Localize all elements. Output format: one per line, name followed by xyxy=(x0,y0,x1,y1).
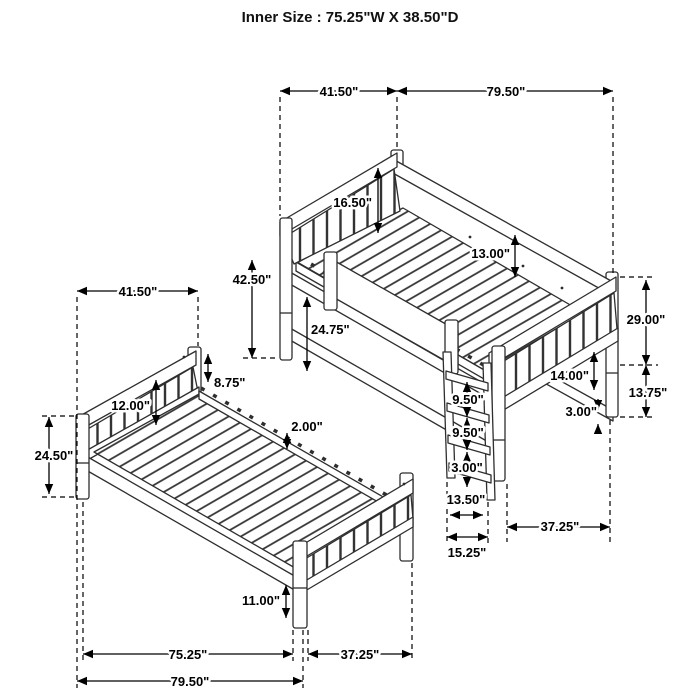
dim-label-bunk-rail-depth: 13.00" xyxy=(471,246,510,261)
dimension-annotations xyxy=(35,84,668,689)
dim-ladder-outer-width xyxy=(447,537,488,560)
dim-label-bunk-base-rail: 3.00" xyxy=(565,404,597,419)
dim-bunk-length xyxy=(397,84,613,99)
dim-label-bunk-right-height: 29.00" xyxy=(626,312,666,327)
dim-label-ladder-rung-gap-a: 9.50" xyxy=(452,392,484,407)
footboard-front-post xyxy=(293,541,307,628)
dim-twin-post-height xyxy=(35,417,74,494)
dim-twin-inner-length xyxy=(83,647,293,662)
dim-label-ladder-rung-gap-b: 9.50" xyxy=(452,425,484,440)
dim-label-ladder-outer-width: 15.25" xyxy=(447,545,487,560)
dim-label-bunk-headboard-height: 16.50" xyxy=(333,195,372,210)
front-left-post xyxy=(280,218,292,360)
dim-label-bunk-foot-width: 37.25" xyxy=(540,519,580,534)
dim-label-twin-post-height: 24.50" xyxy=(34,448,74,463)
dim-label-twin-width: 37.25" xyxy=(340,647,380,662)
dim-label-twin-head-width: 41.50" xyxy=(118,284,158,299)
dim-label-twin-headboard-panel: 12.00" xyxy=(111,398,150,413)
dim-label-bunk-foot-lower: 13.75" xyxy=(628,385,668,400)
dim-label-bunk-clearance: 24.75" xyxy=(311,322,350,337)
dim-twin-leg-height xyxy=(242,585,286,618)
dim-label-bunk-length: 79.50" xyxy=(486,84,526,99)
dim-twin-head-width xyxy=(77,284,198,299)
dim-twin-width xyxy=(308,647,412,662)
dim-label-bunk-head-width: 41.50" xyxy=(319,84,359,99)
dim-bunk-head-width xyxy=(280,84,397,99)
dim-bunk-base-rail xyxy=(566,399,598,433)
dim-label-bunk-left-height: 42.50" xyxy=(232,272,272,287)
dim-bunk-foot-lower xyxy=(629,365,668,417)
dim-label-twin-leg-height: 11.00" xyxy=(242,593,280,608)
dim-label-twin-post-rise: 8.75" xyxy=(214,375,246,390)
dim-label-ladder-inner-width: 13.50" xyxy=(446,492,486,507)
dim-label-bunk-foot-panel: 14.00" xyxy=(550,368,589,383)
dim-bunk-right-height xyxy=(627,280,666,365)
dim-ladder-rung-gap-c xyxy=(451,452,482,487)
front-left-post xyxy=(76,414,89,499)
dim-ladder-inner-width xyxy=(447,492,486,515)
dim-label-ladder-rung-gap-c: 3.00" xyxy=(451,460,483,475)
dim-label-twin-inner-length: 75.25" xyxy=(168,647,208,662)
dim-bunk-foot-width xyxy=(507,519,610,534)
dim-twin-overall-length xyxy=(77,674,303,689)
page-title: Inner Size : 75.25"W X 38.50"D xyxy=(241,9,459,26)
dim-bunk-left-height xyxy=(233,260,272,358)
dim-label-twin-slat-rail: 2.00" xyxy=(291,419,323,434)
dim-label-twin-overall-length: 79.50" xyxy=(170,674,210,689)
dim-twin-post-rise xyxy=(208,354,245,390)
